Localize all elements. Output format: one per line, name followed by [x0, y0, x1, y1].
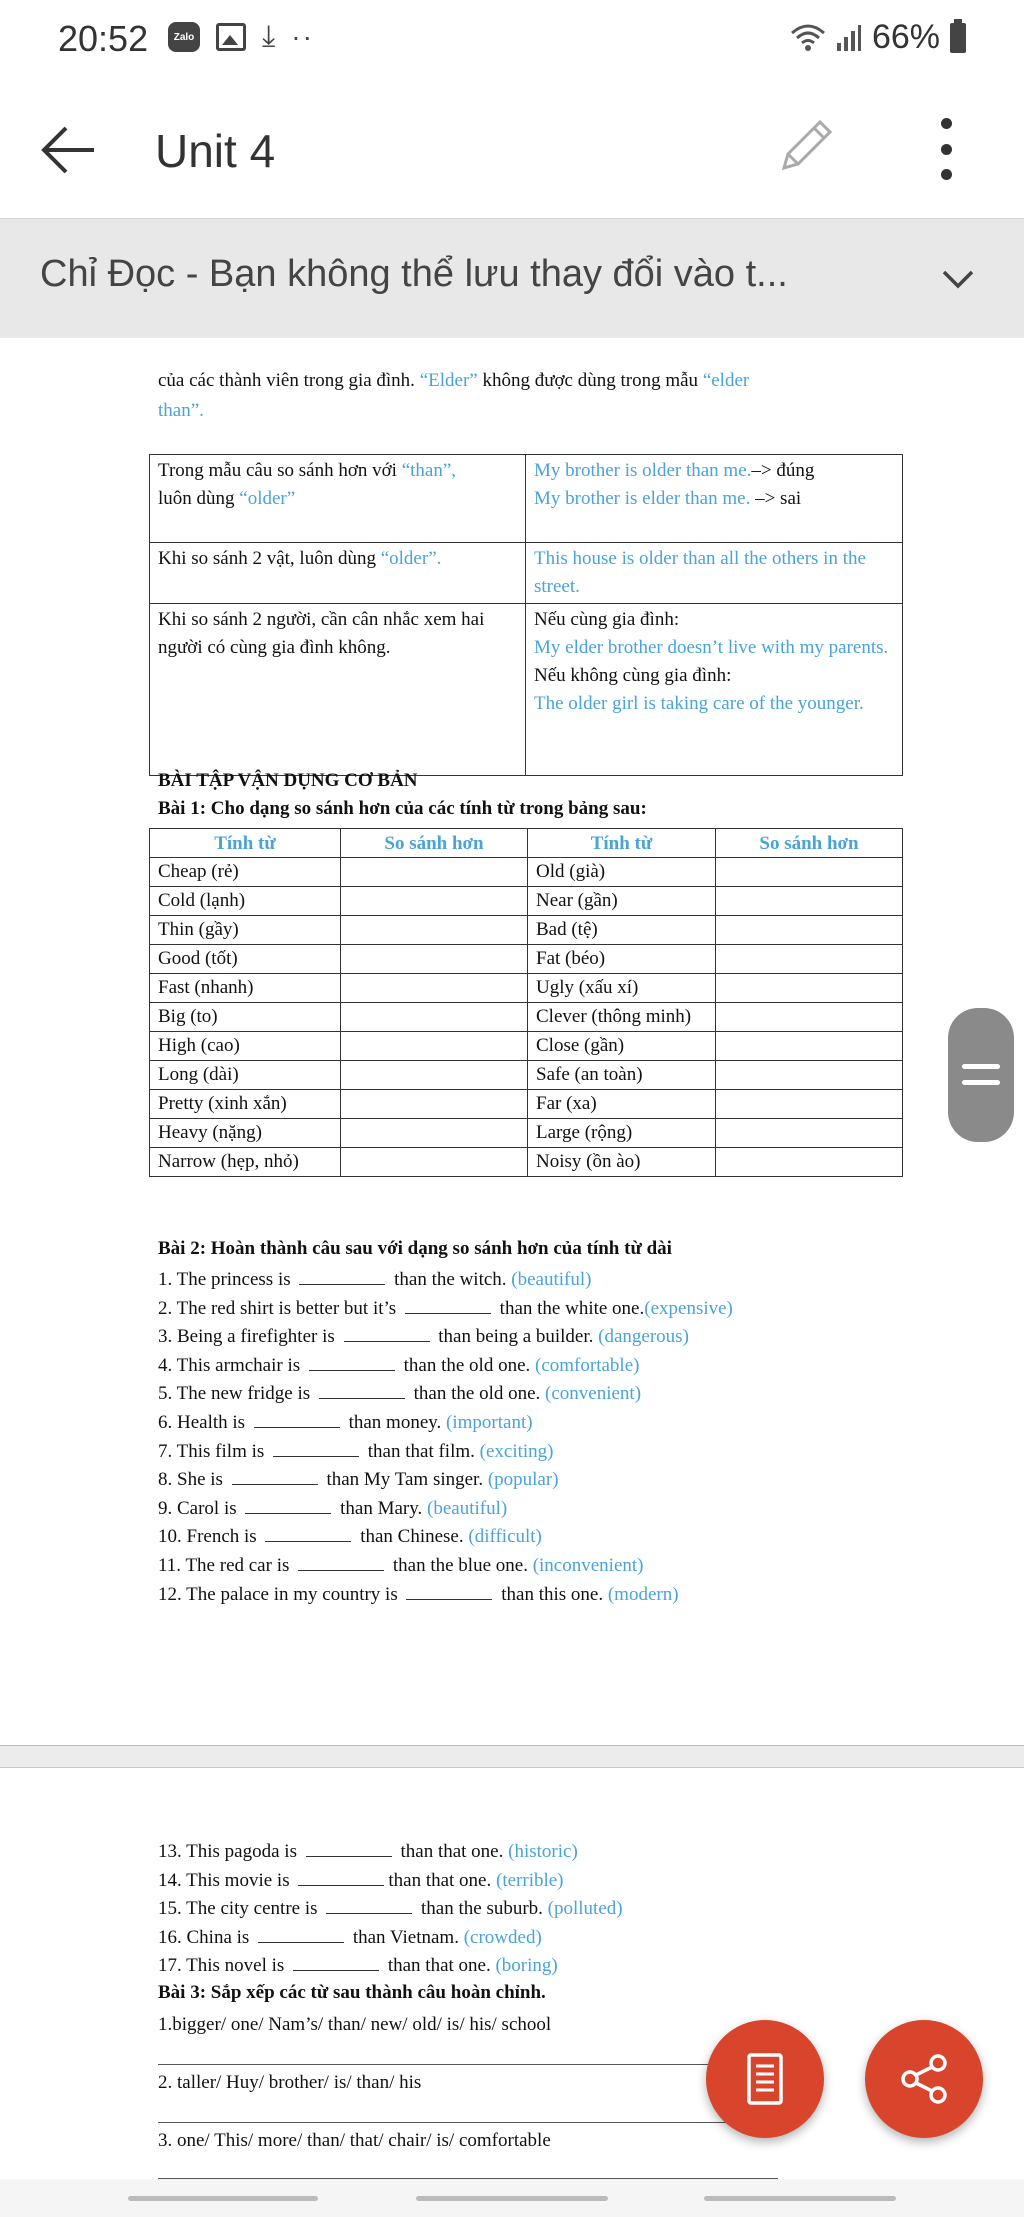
comparative-answer-cell[interactable] [716, 1090, 903, 1119]
exercise-1-title: Bài 1: Cho dạng so sánh hơn của các tính từ trong bảng sau: [158, 798, 647, 819]
adjective-cell: Good (tốt) [150, 945, 341, 974]
adjective-cell: Fat (béo) [528, 945, 716, 974]
item-hint: (expensive) [644, 1297, 733, 1319]
page-title: Unit 4 [155, 125, 276, 177]
comparative-answer-cell[interactable] [716, 1148, 903, 1177]
signal-icon [836, 23, 862, 53]
more-vertical-icon[interactable] [926, 118, 966, 180]
answer-blank[interactable] [258, 1925, 344, 1943]
nav-home[interactable] [416, 2196, 608, 2201]
adjective-cell: Heavy (nặng) [150, 1119, 341, 1148]
item-text: than that film. [363, 1440, 480, 1462]
column-header: So sánh hơn [341, 829, 528, 858]
adjective-cell: High (cao) [150, 1032, 341, 1061]
item-hint: (inconvenient) [532, 1554, 644, 1576]
item-text: 10. French is [158, 1526, 262, 1548]
item-hint: (beautiful) [511, 1269, 592, 1290]
exercise-item [158, 1295, 733, 1324]
table-row [150, 945, 903, 974]
comparative-answer-cell[interactable] [341, 887, 528, 916]
item-text: than that one. [395, 1841, 509, 1862]
intro-than: than”. [158, 400, 204, 421]
comparative-answer-cell[interactable] [716, 916, 903, 945]
exercise-2-list [158, 1266, 733, 1609]
answer-blank[interactable] [298, 1553, 384, 1571]
item-text: than the witch. [389, 1269, 512, 1290]
answer-line [158, 2122, 778, 2123]
exercise-2-title: Bài 2: Hoàn thành câu sau với dạng so sánh hơn của tính từ dài [158, 1238, 672, 1259]
read-only-message: Chỉ Đọc - Bạn không thể lưu thay đổi vào t... [40, 253, 788, 295]
comparative-answer-cell[interactable] [716, 1119, 903, 1148]
battery-icon [950, 23, 966, 53]
item-text: 17. This novel is [158, 1955, 290, 1977]
adjective-cell: Near (gần) [528, 887, 716, 916]
answer-blank[interactable] [232, 1467, 318, 1485]
item-text: than that one. [383, 1955, 496, 1977]
exercise-item [158, 1895, 623, 1924]
section-title: BÀI TẬP VẬN DỤNG CƠ BẢN [158, 770, 418, 791]
item-hint: (modern) [607, 1583, 679, 1605]
nav-back[interactable] [704, 2196, 896, 2201]
table-cell: Khi so sánh 2 người, cần cân nhắc xem hai người có cùng gia đình không. [150, 604, 526, 776]
comparative-answer-cell[interactable] [716, 1061, 903, 1090]
page-gap [0, 1746, 1024, 1768]
table-row [150, 974, 903, 1003]
exercise-2-list-continued [158, 1838, 623, 1981]
item-text: 6. Health is [158, 1411, 250, 1433]
exercise-3-item: 2. taller/ Huy/ brother/ is/ than/ his [158, 2072, 422, 2093]
share-icon [894, 2049, 954, 2109]
adjective-cell: Fast (nhanh) [150, 974, 341, 1003]
item-hint: (beautiful) [427, 1497, 508, 1519]
navigation-bar [0, 2179, 1024, 2217]
comparative-answer-cell[interactable] [341, 1061, 528, 1090]
exercise-item [158, 1552, 733, 1581]
intro-text: của các thành viên trong gia đình. [158, 370, 420, 391]
table-row [150, 1032, 903, 1061]
item-hint: (difficult) [468, 1526, 542, 1548]
item-hint: (exciting) [479, 1440, 554, 1462]
answer-blank[interactable] [405, 1296, 491, 1314]
comparative-answer-cell[interactable] [341, 1119, 528, 1148]
intro-paragraph [158, 366, 878, 426]
exercise-3-title: Bài 3: Sắp xếp các từ sau thành câu hoàn chỉnh. [158, 1982, 546, 2003]
adjective-cell: Pretty (xinh xắn) [150, 1090, 341, 1119]
table-row [150, 1090, 903, 1119]
adjective-cell: Thin (gầy) [150, 916, 341, 945]
item-hint: (polluted) [547, 1898, 623, 1920]
adjective-cell: Close (gần) [528, 1032, 716, 1061]
item-text: 12. The palace in my country is [158, 1583, 403, 1605]
comparative-answer-cell[interactable] [341, 1090, 528, 1119]
intro-elder-than: “elder [702, 370, 750, 391]
table-row [150, 604, 903, 776]
table-row [150, 1003, 903, 1032]
pencil-edit-icon[interactable] [776, 114, 838, 176]
adjective-table [149, 828, 903, 1177]
exercise-item [158, 1495, 733, 1524]
comparative-answer-cell[interactable] [341, 974, 528, 1003]
download-icon: ⤓ [262, 20, 276, 53]
item-text: than this one. [496, 1583, 608, 1605]
comparative-answer-cell[interactable] [716, 1032, 903, 1061]
item-text: than My Tam singer. [321, 1469, 488, 1491]
exercise-3-item: 3. one/ This/ more/ than/ that/ chair/ is/ comfortable [158, 2130, 551, 2151]
item-hint: (dangerous) [598, 1326, 689, 1348]
item-text: 2. The red shirt is better but it’s [158, 1297, 401, 1319]
item-text: 11. The red car is [158, 1554, 295, 1576]
item-text: 4. This armchair is [158, 1354, 305, 1376]
status-time: 20:52 [58, 18, 149, 59]
document-list-button[interactable] [706, 2020, 824, 2138]
share-button[interactable] [865, 2020, 983, 2138]
exercise-item [158, 1867, 623, 1896]
adjective-cell: Bad (tệ) [528, 916, 716, 945]
answer-blank[interactable] [344, 1324, 430, 1342]
item-text: than being a builder. [433, 1326, 599, 1348]
exercise-item [158, 1581, 733, 1610]
exercise-item [158, 1838, 623, 1867]
item-hint: (convenient) [545, 1383, 642, 1405]
table-row [150, 858, 903, 887]
item-hint: (terrible) [496, 1869, 564, 1891]
item-hint: (popular) [487, 1469, 559, 1491]
table-cell: My brother is older than me.–> đúng My brother is elder than me. –> sai [526, 455, 903, 543]
battery-percent: 66% [871, 18, 940, 56]
answer-blank[interactable] [298, 1868, 384, 1886]
app-bar [0, 80, 1024, 218]
exercise-item [158, 1438, 733, 1467]
item-text: than the old one. [408, 1383, 546, 1405]
answer-blank[interactable] [406, 1582, 492, 1600]
document-page-1 [0, 338, 1024, 1746]
answer-blank[interactable] [265, 1524, 351, 1542]
table-header-row [150, 829, 903, 858]
exercise-item [158, 1523, 733, 1552]
answer-blank[interactable] [306, 1839, 392, 1857]
adjective-cell: Long (dài) [150, 1061, 341, 1090]
comparative-answer-cell[interactable] [716, 858, 903, 887]
item-text: 3. Being a firefighter is [158, 1326, 340, 1348]
fast-scroll-handle[interactable] [948, 1008, 1014, 1142]
item-hint: (crowded) [463, 1926, 542, 1948]
item-hint: (important) [446, 1411, 533, 1433]
answer-blank[interactable] [309, 1353, 395, 1371]
table-row [150, 916, 903, 945]
item-text: than that one. [388, 1869, 496, 1891]
adjective-cell: Far (xa) [528, 1090, 716, 1119]
table-row [150, 1061, 903, 1090]
answer-blank[interactable] [326, 1896, 412, 1914]
adjective-cell: Old (già) [528, 858, 716, 887]
item-text: 1. The princess is [158, 1269, 296, 1290]
comparative-answer-cell[interactable] [341, 916, 528, 945]
item-text: than Chinese. [355, 1526, 469, 1548]
answer-blank[interactable] [319, 1381, 405, 1399]
table-row [150, 887, 903, 916]
table-cell: Nếu cùng gia đình: My elder brother doesn’t live with my parents. Nếu không cùng gia đình: The older girl is taking care of the younger. [526, 604, 903, 776]
answer-line [158, 2064, 778, 2065]
exercise-3-item: 1.bigger/ one/ Nam’s/ than/ new/ old/ is/ his/ school [158, 2014, 552, 2035]
adjective-cell: Cheap (rẻ) [150, 858, 341, 887]
comparative-answer-cell[interactable] [716, 887, 903, 916]
item-text: 14. This movie is [158, 1869, 295, 1891]
item-text: 15. The city centre is [158, 1898, 323, 1920]
item-hint: (historic) [508, 1841, 578, 1862]
adjective-cell: Clever (thông minh) [528, 1003, 716, 1032]
item-text: 5. The new fridge is [158, 1383, 315, 1405]
comparative-answer-cell[interactable] [716, 974, 903, 1003]
table-row [150, 1119, 903, 1148]
answer-blank[interactable] [254, 1410, 340, 1428]
column-header: Tính từ [528, 829, 716, 858]
adjective-cell: Ugly (xấu xí) [528, 974, 716, 1003]
adjective-cell: Big (to) [150, 1003, 341, 1032]
item-text: than the suburb. [416, 1898, 548, 1920]
exercise-item [158, 1266, 733, 1295]
comparative-answer-cell[interactable] [341, 1148, 528, 1177]
status-bar [0, 0, 1024, 80]
exercise-item [158, 1924, 623, 1953]
exercise-item [158, 1952, 623, 1981]
comparative-answer-cell[interactable] [716, 1003, 903, 1032]
answer-blank[interactable] [273, 1439, 359, 1457]
comparative-answer-cell[interactable] [341, 1032, 528, 1061]
intro-text-2: không được dùng trong mẫu [477, 370, 703, 391]
adjective-cell: Noisy (ồn ào) [528, 1148, 716, 1177]
answer-blank[interactable] [299, 1267, 385, 1285]
more-dots-icon: ·· [291, 21, 314, 52]
adjective-cell: Narrow (hẹp, nhỏ) [150, 1148, 341, 1177]
document-page-2 [0, 1768, 1024, 2179]
back-arrow-icon[interactable] [38, 120, 98, 180]
wifi-icon [790, 23, 826, 53]
item-text: than Vietnam. [348, 1926, 464, 1948]
intro-elder: “Elder” [419, 370, 478, 391]
exercise-item [158, 1466, 733, 1495]
column-header: So sánh hơn [716, 829, 903, 858]
read-only-banner[interactable] [0, 218, 1024, 338]
comparative-answer-cell[interactable] [716, 945, 903, 974]
table-row [150, 455, 903, 543]
table-cell: This house is older than all the others in the street. [526, 543, 903, 604]
table-cell: Khi so sánh 2 vật, luôn dùng “older”. [150, 543, 526, 604]
item-text: 13. This pagoda is [158, 1841, 302, 1862]
item-text: than the white one. [494, 1297, 645, 1319]
exercise-item [158, 1380, 733, 1409]
item-text: than Mary. [335, 1497, 428, 1519]
table-row [150, 1148, 903, 1177]
exercise-item [158, 1409, 733, 1438]
item-text: 9. Carol is [158, 1497, 242, 1519]
usage-table [149, 454, 903, 776]
exercise-item [158, 1352, 733, 1381]
table-row [150, 543, 903, 604]
adjective-cell: Safe (an toàn) [528, 1061, 716, 1090]
item-text: 7. This film is [158, 1440, 270, 1462]
comparative-answer-cell[interactable] [341, 945, 528, 974]
item-text: than money. [343, 1411, 447, 1433]
item-text: 8. She is [158, 1469, 228, 1491]
document-list-icon [735, 2049, 795, 2109]
gallery-icon [216, 23, 246, 51]
adjective-cell: Cold (lạnh) [150, 887, 341, 916]
answer-blank[interactable] [293, 1953, 379, 1971]
comparative-answer-cell[interactable] [341, 1003, 528, 1032]
comparative-answer-cell[interactable] [341, 858, 528, 887]
item-text: than the old one. [398, 1354, 536, 1376]
item-hint: (comfortable) [535, 1354, 640, 1376]
adjective-cell: Large (rộng) [528, 1119, 716, 1148]
exercise-item [158, 1323, 733, 1352]
column-header: Tính từ [150, 829, 341, 858]
chevron-down-icon[interactable] [938, 259, 978, 299]
table-cell: Trong mẫu câu so sánh hơn với “than”, luôn dùng “older” [150, 455, 526, 543]
item-text: than the blue one. [388, 1554, 533, 1576]
item-text: 16. China is [158, 1926, 255, 1948]
answer-blank[interactable] [245, 1496, 331, 1514]
nav-recents[interactable] [128, 2196, 318, 2201]
zalo-icon: Zalo [168, 22, 200, 52]
item-hint: (boring) [495, 1955, 558, 1977]
